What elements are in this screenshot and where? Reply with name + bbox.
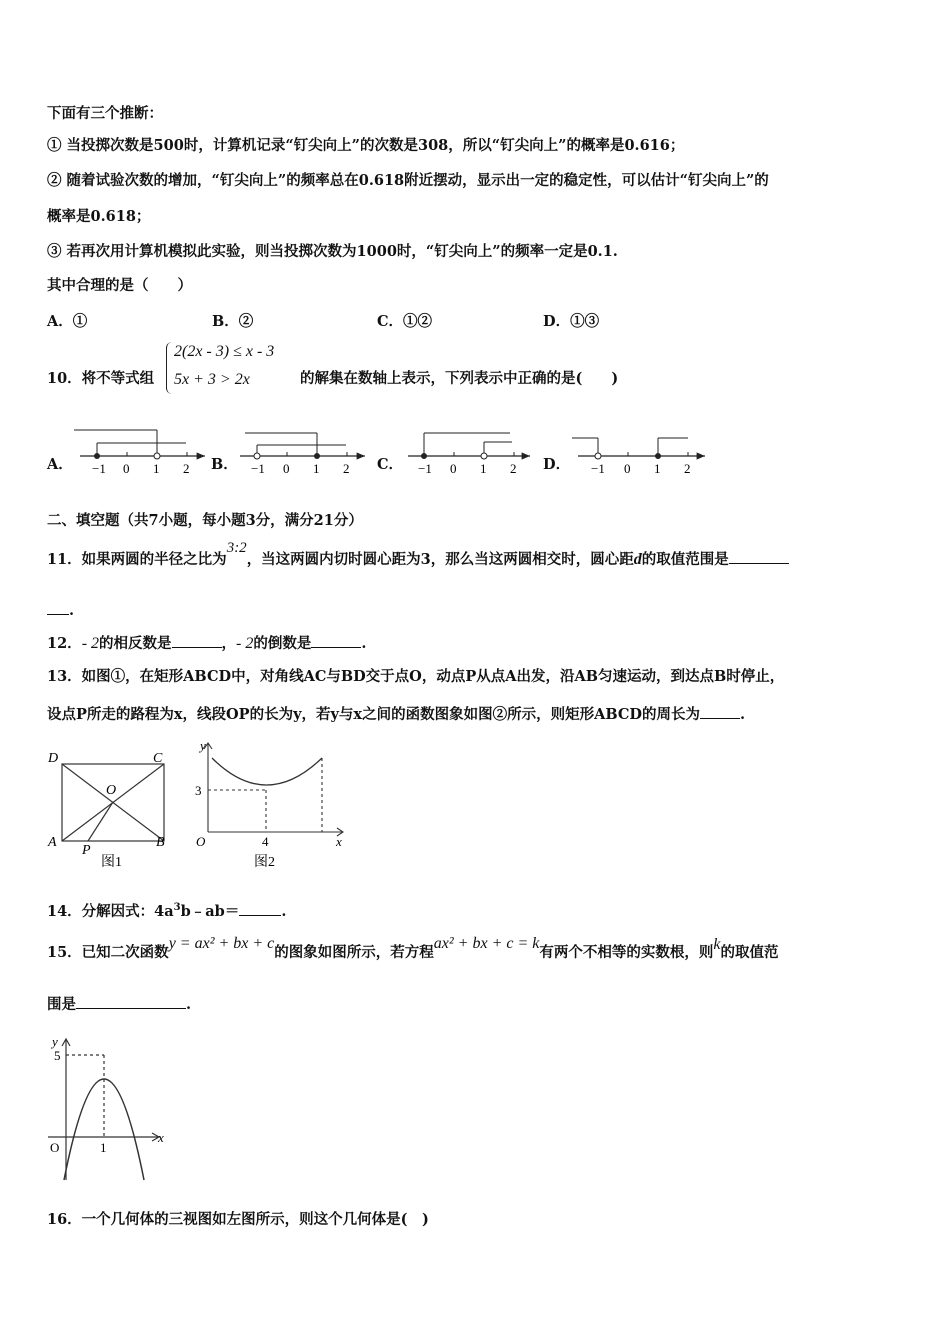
inference-3: ③ 若再次用计算机模拟此实验，则当投掷次数为1000时，“钉尖向上”的频率一定是0.1. bbox=[47, 243, 618, 260]
number-line-c bbox=[408, 433, 530, 476]
origin-label: O bbox=[50, 1140, 60, 1155]
axis-label: y bbox=[200, 740, 206, 753]
q15-line-1 bbox=[47, 935, 779, 963]
tick-label: 0 bbox=[450, 461, 457, 476]
q14-end: . bbox=[281, 902, 287, 920]
q15-line-2 bbox=[47, 994, 191, 1015]
q11-line bbox=[47, 540, 789, 570]
tick-label: 1 bbox=[480, 461, 487, 476]
q10-suffix: 的解集在数轴上表示，下列表示中正确的是( ) bbox=[300, 370, 619, 387]
q12-sep: ， bbox=[221, 635, 237, 652]
q15-end: . bbox=[186, 996, 192, 1013]
q15-text-e: 围是 bbox=[47, 996, 76, 1013]
q12-blank-1[interactable] bbox=[172, 633, 222, 648]
tick-label: 1 bbox=[100, 1140, 107, 1155]
q10-prefix: 10．将不等式组 bbox=[47, 370, 155, 387]
q15-blank[interactable] bbox=[76, 994, 186, 1009]
inference-2-cont: 概率是0.618； bbox=[47, 208, 151, 225]
intro-line: 下面有三个推断： bbox=[47, 105, 163, 122]
axis-label: x bbox=[158, 1130, 164, 1145]
number-line-d bbox=[572, 438, 705, 476]
q11-ratio: 3:2 bbox=[226, 540, 247, 556]
q11-blank-cont[interactable] bbox=[47, 600, 69, 615]
question-9-ask: 其中合理的是（ ） bbox=[47, 277, 192, 294]
q10-option-a-label[interactable]: A． bbox=[47, 456, 73, 473]
tick-label: 2 bbox=[183, 461, 190, 476]
q13-figures bbox=[40, 740, 360, 875]
q15-graph bbox=[40, 1030, 180, 1190]
tick-label: 1 bbox=[313, 461, 320, 476]
tick-label: −1 bbox=[251, 461, 265, 476]
tick-label: 3 bbox=[195, 783, 202, 798]
q11-text-c: 的取值范围是 bbox=[641, 551, 729, 568]
number-line-b bbox=[240, 433, 365, 476]
tick-label: 1 bbox=[654, 461, 661, 476]
q15-text-b: 的图象如图所示，若方程 bbox=[274, 944, 434, 961]
vertex-label: O bbox=[106, 783, 117, 798]
q12-value-1: - 2 bbox=[81, 635, 100, 652]
vertex-label: P bbox=[82, 843, 91, 858]
q12-text-d: 的倒数是 bbox=[253, 635, 312, 652]
q13-figure-1 bbox=[62, 764, 164, 841]
q10-number-lines bbox=[0, 425, 720, 480]
inference-2: ② 随着试验次数的增加，“钉尖向上”的频率总在0.618附近摆动，显示出一定的稳定性，可以估计“钉尖向上”的 bbox=[47, 172, 769, 189]
q10-option-c-label[interactable]: C． bbox=[377, 456, 404, 473]
q13-figure-2 bbox=[204, 743, 343, 836]
q13-blank[interactable] bbox=[700, 704, 740, 719]
tick-label: 0 bbox=[624, 461, 631, 476]
q11-text-a: 11．如果两圆的半径之比为 bbox=[47, 551, 227, 568]
tick-label: 2 bbox=[343, 461, 350, 476]
figure-caption: 图1 bbox=[101, 855, 122, 870]
q15-function: y = ax² + bx + c bbox=[168, 935, 275, 952]
q12-value-2: - 2 bbox=[236, 635, 254, 652]
inference-1: ① 当投掷次数是500时，计算机记录“钉尖向上”的次数是308，所以“钉尖向上”的概率是0.616； bbox=[47, 137, 685, 154]
axis-label: y bbox=[52, 1034, 58, 1049]
tick-label: −1 bbox=[92, 461, 106, 476]
q10-option-b-label[interactable]: B． bbox=[211, 456, 238, 473]
q14-line bbox=[47, 898, 286, 922]
q12-line bbox=[47, 633, 366, 654]
tick-label: 2 bbox=[510, 461, 517, 476]
q13-line-2 bbox=[47, 704, 745, 725]
q15-text-c: 有两个不相等的实数根，则 bbox=[539, 944, 714, 961]
q11-var: d bbox=[633, 551, 642, 568]
q13-end: . bbox=[739, 706, 746, 723]
q11-blank[interactable] bbox=[729, 549, 789, 564]
tick-label: 5 bbox=[54, 1048, 61, 1063]
q14-text-a: 14．分解因式：4a bbox=[47, 902, 174, 920]
q15-text-a: 15．已知二次函数 bbox=[47, 944, 169, 961]
q9-option-b[interactable]: B．② bbox=[212, 313, 254, 330]
q14-text-b: b﹣ab＝ bbox=[180, 902, 240, 920]
q14-exponent: 3 bbox=[173, 902, 181, 913]
q9-option-c[interactable]: C．①② bbox=[377, 313, 433, 330]
q13-line-1: 13．如图①，在矩形ABCD中，对角线AC与BD交于点O，动点P从点A出发，沿AB匀速运动，到达点B时停止， bbox=[47, 668, 785, 685]
q13-text: 设点P所走的路程为x，线段OP的长为y，若y与x之间的函数图象如图②所示，则矩形ABCD的周长为 bbox=[47, 706, 700, 723]
q9-option-d[interactable]: D．①③ bbox=[543, 313, 600, 330]
axis-label: x bbox=[336, 834, 342, 849]
q12-blank-2[interactable] bbox=[311, 633, 361, 648]
vertex-label: C bbox=[153, 751, 163, 766]
section-heading: 二、填空题（共7小题，每小题3分，满分21分） bbox=[47, 512, 363, 529]
tick-label: 4 bbox=[262, 834, 269, 849]
q14-blank[interactable] bbox=[239, 901, 281, 916]
q16-line: 16．一个几何体的三视图如左图所示，则这个几何体是( ) bbox=[47, 1211, 429, 1228]
tick-label: 1 bbox=[153, 461, 160, 476]
q15-text-d: 的取值范 bbox=[720, 944, 779, 961]
q10-inequality-1: 2(2x - 3) ≤ x - 3 bbox=[174, 343, 275, 360]
origin-label: O bbox=[196, 834, 206, 849]
figure-caption: 图2 bbox=[254, 855, 275, 870]
tick-label: 2 bbox=[684, 461, 691, 476]
vertex-label: D bbox=[48, 751, 59, 766]
q12-text-b: 的相反数是 bbox=[99, 635, 172, 652]
number-line-a bbox=[74, 430, 205, 476]
q15-equation: ax² + bx + c = k bbox=[433, 935, 540, 952]
q10-inequality-2: 5x + 3 > 2x bbox=[174, 371, 250, 388]
q9-option-a[interactable]: A．① bbox=[47, 313, 88, 330]
q10-option-d-label[interactable]: D． bbox=[543, 456, 571, 473]
q11-text-b: ，当这两圆内切时圆心距为3，那么当这两圆相交时，圆心距 bbox=[246, 551, 634, 568]
vertex-label: B bbox=[156, 835, 165, 850]
tick-label: 0 bbox=[283, 461, 290, 476]
vertex-label: A bbox=[48, 835, 57, 850]
q11-end: . bbox=[69, 602, 75, 619]
tick-label: −1 bbox=[591, 461, 605, 476]
tick-label: −1 bbox=[418, 461, 432, 476]
q11-line-2 bbox=[47, 600, 74, 621]
q12-num: 12． bbox=[47, 635, 82, 652]
tick-label: 0 bbox=[123, 461, 130, 476]
q15-k: k bbox=[713, 936, 721, 953]
q12-end: . bbox=[361, 635, 367, 652]
